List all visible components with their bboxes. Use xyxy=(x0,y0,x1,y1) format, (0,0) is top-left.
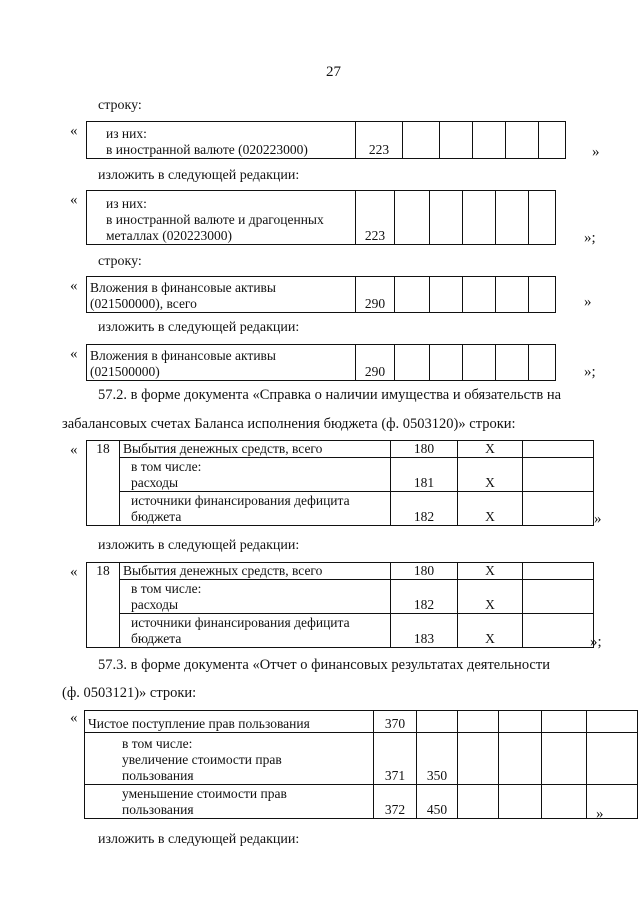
t2-code: 223 xyxy=(356,191,395,245)
t6-row-no: 18 xyxy=(87,563,120,648)
t3-code: 290 xyxy=(356,277,395,313)
t7-r2-code: 371 xyxy=(374,733,417,785)
t5-r1: Выбытия денежных средств, всего xyxy=(120,441,391,458)
quote-close: » xyxy=(592,144,600,160)
p573-line2: (ф. 0503121)» строки: xyxy=(62,685,197,701)
t6-r2: в том числе: расходы xyxy=(120,580,391,614)
t5-r1-x: X xyxy=(458,441,523,458)
t5-r2-x: X xyxy=(458,458,523,492)
t7-r2-val: 350 xyxy=(417,733,458,785)
t3-label: Вложения в финансовые активы (021500000), всего xyxy=(87,277,356,313)
label-stroku: строку: xyxy=(98,98,142,113)
t4-code: 290 xyxy=(356,345,395,381)
quote-open: « xyxy=(70,346,78,362)
quote-close: » xyxy=(584,294,592,310)
t6-r1-code: 180 xyxy=(391,563,458,580)
t2-label: из них: в иностранной валюте и драгоценных металлах (020223000) xyxy=(87,191,356,245)
quote-close-semi: »; xyxy=(584,230,596,246)
t6-r2-code: 182 xyxy=(391,580,458,614)
t6-r1: Выбытия денежных средств, всего xyxy=(120,563,391,580)
t7-r3-val: 450 xyxy=(417,785,458,819)
t6-r3: источники финансирования дефицита бюджета xyxy=(120,614,391,648)
quote-close-semi: »; xyxy=(584,364,596,380)
p572-line2: забалансовых счетах Баланса исполнения бюджета (ф. 0503120)» строки: xyxy=(62,416,516,432)
t7-r3-code: 372 xyxy=(374,785,417,819)
label-new-edition: изложить в следующей редакции: xyxy=(98,538,300,553)
label-new-edition: изложить в следующей редакции: xyxy=(98,832,300,847)
table-7 xyxy=(84,710,638,819)
table-1 xyxy=(86,121,566,159)
label-new-edition: изложить в следующей редакции: xyxy=(98,320,300,335)
t5-r3-code: 182 xyxy=(391,492,458,526)
label-new-edition: изложить в следующей редакции: xyxy=(98,168,300,183)
quote-open: « xyxy=(70,442,78,458)
t5-r2-code: 181 xyxy=(391,458,458,492)
t5-row-no: 18 xyxy=(87,441,120,526)
t6-r2-x: X xyxy=(458,580,523,614)
page-number: 27 xyxy=(326,64,341,80)
table-5 xyxy=(86,440,594,526)
t1-code: 223 xyxy=(356,122,403,159)
label-stroku: строку: xyxy=(98,254,142,269)
t7-r1: Чистое поступление прав пользования xyxy=(85,711,374,733)
t5-r2: в том числе: расходы xyxy=(120,458,391,492)
t6-r1-x: X xyxy=(458,563,523,580)
table-6 xyxy=(86,562,594,648)
t5-r3: источники финансирования дефицита бюджета xyxy=(120,492,391,526)
t6-r3-x: X xyxy=(458,614,523,648)
quote-open: « xyxy=(70,564,78,580)
t5-r3-x: X xyxy=(458,492,523,526)
quote-close: » xyxy=(594,511,602,527)
quote-close-semi: »; xyxy=(590,634,602,650)
table-3 xyxy=(86,276,556,313)
t1-label: из них: в иностранной валюте (020223000) xyxy=(87,122,356,159)
quote-close: » xyxy=(596,806,604,822)
t7-r1-code: 370 xyxy=(374,711,417,733)
t5-r1-code: 180 xyxy=(391,441,458,458)
t4-label: Вложения в финансовые активы (021500000) xyxy=(87,345,356,381)
p572-line1: 57.2. в форме документа «Справка о наличии имущества и обязательств на xyxy=(98,387,562,403)
quote-open: « xyxy=(70,710,78,726)
p573-line1: 57.3. в форме документа «Отчет о финансовых результатах деятельности xyxy=(98,657,550,673)
t7-r3: уменьшение стоимости прав пользования xyxy=(85,785,374,819)
t6-r3-code: 183 xyxy=(391,614,458,648)
table-2 xyxy=(86,190,556,245)
t7-r2: в том числе: увеличение стоимости прав пользования xyxy=(85,733,374,785)
quote-open: « xyxy=(70,278,78,294)
quote-open: « xyxy=(70,192,78,208)
table-4 xyxy=(86,344,556,381)
quote-open: « xyxy=(70,123,78,139)
